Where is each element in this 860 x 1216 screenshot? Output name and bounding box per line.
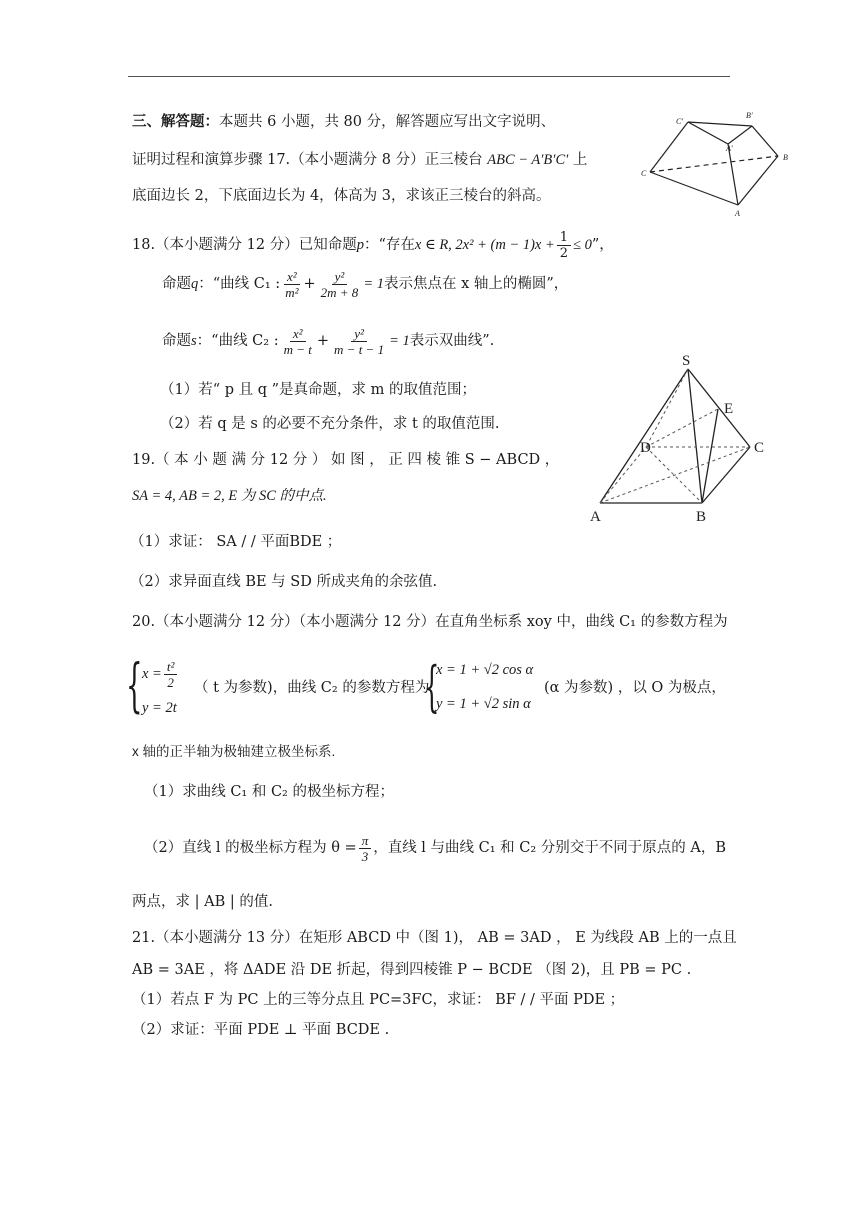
q21-line-1: 21.（本小题满分 13 分）在矩形 ABCD 中（图 1)， AB = 3AD ， E 为线段 AB 上的一点且 bbox=[132, 930, 737, 946]
frac-num: π bbox=[359, 833, 372, 849]
q20-part-1: （1）求曲线 C₁ 和 C₂ 的极坐标方程； bbox=[144, 784, 394, 800]
edge-c1b1 bbox=[688, 122, 752, 126]
s-prefix: 命题 bbox=[162, 333, 191, 349]
q21-part-1: （1）若点 F 为 PC 上的三等分点且 PC=3FC，求证： BF / / 平面 PDE ； bbox=[132, 992, 625, 1008]
q20-line-5: 两点，求 | AB | 的值. bbox=[132, 894, 273, 910]
q20-equations bbox=[126, 652, 746, 726]
q18-condition: x ∈ R, 2x² + (m − 1)x + bbox=[414, 237, 555, 253]
label-a-prime: A′ bbox=[726, 144, 733, 153]
edge-sa bbox=[600, 369, 688, 503]
frac-num: y² bbox=[332, 269, 348, 285]
edge-sb bbox=[688, 369, 702, 503]
q18-stem bbox=[132, 228, 614, 262]
frac-num: y² bbox=[351, 326, 367, 342]
fraction-x2-m2 bbox=[282, 269, 301, 300]
curve-c2: ：“曲线 C₂ : bbox=[196, 333, 279, 349]
label-d: D bbox=[640, 440, 651, 456]
q21-line-2: AB = 3AE ，将 ΔADE 沿 DE 折起，得到四棱锥 P − BCDE （图 2)，且 PB = PC . bbox=[132, 962, 692, 978]
plus-sign: + bbox=[316, 333, 330, 349]
q19-line-1: 19.（ 本 小 题 满 分 12 分 ） 如 图 ， 正 四 棱 锥 S − ABCD ， bbox=[132, 452, 560, 468]
plus-sign: + bbox=[303, 276, 316, 292]
eq-c2-x: x = 1 + √2 cos α bbox=[436, 662, 534, 678]
q18-part-1: （1）若“ p 且 q ”是真命题，求 m 的取值范围； bbox=[160, 382, 477, 398]
frac-den: 2m + 8 bbox=[320, 284, 359, 300]
frac-den: m² bbox=[285, 284, 299, 300]
q18-quote-open: ：“存在 bbox=[363, 237, 415, 253]
label-c: C bbox=[754, 440, 765, 456]
label-s: S bbox=[682, 353, 691, 369]
section-header-line bbox=[132, 112, 555, 132]
fraction-t2-2 bbox=[164, 659, 178, 690]
label-e: E bbox=[724, 401, 734, 417]
frac-den: 3 bbox=[361, 848, 369, 864]
q20-line-3: x 轴的正半轴为极轴建立极坐标系. bbox=[132, 744, 336, 759]
q18-prop-s bbox=[162, 322, 494, 360]
theta-text: （2）直线 l 的极坐标方程为 θ = bbox=[144, 840, 357, 856]
x-equals: x = bbox=[142, 666, 162, 682]
frac-den: m − t bbox=[283, 341, 312, 357]
q-description: 表示焦点在 x 轴上的椭圆”， bbox=[383, 276, 569, 292]
fraction-y2-mt1 bbox=[331, 326, 387, 357]
q17-frustum-name: ABC − A′B′C′ bbox=[487, 152, 569, 168]
edge-sd-hidden bbox=[646, 369, 688, 447]
fraction-y2-2m8 bbox=[318, 269, 362, 300]
frustum-figure bbox=[640, 110, 810, 220]
edge-b1a1 bbox=[728, 126, 752, 144]
q18-le-zero: ≤ 0 bbox=[573, 237, 592, 253]
frac-num: 1 bbox=[557, 230, 571, 246]
edge-cb-hidden bbox=[650, 156, 778, 172]
q19-line-2: SA = 4, AB = 2, E 为 SC 的中点. bbox=[132, 488, 327, 504]
prop-p: p bbox=[356, 237, 364, 253]
label-b: B bbox=[783, 153, 788, 162]
s-description: 表示双曲线”. bbox=[409, 333, 495, 349]
frac-num: x² bbox=[284, 269, 300, 285]
frac-num: x² bbox=[290, 326, 306, 342]
frac-den: 2 bbox=[167, 674, 174, 690]
pyramid-figure bbox=[590, 355, 770, 525]
eq-c2-y: y = 1 + √2 sin α bbox=[436, 696, 531, 712]
edge-aa1 bbox=[728, 144, 738, 205]
eq-x-t2 bbox=[142, 656, 179, 692]
edge-sc bbox=[688, 369, 750, 447]
edge-ca bbox=[650, 172, 738, 205]
equals-one: = 1 bbox=[389, 333, 410, 349]
edge-ac-hidden bbox=[600, 447, 750, 503]
q17-line bbox=[132, 150, 587, 170]
q19-part-1: （1）求证： SA / / 平面BDE ； bbox=[130, 534, 342, 550]
curve-c1: ：“曲线 C₁ : bbox=[198, 276, 281, 292]
fraction-pi-3 bbox=[359, 833, 372, 864]
frac-den: 2 bbox=[559, 245, 569, 261]
prop-s: s bbox=[191, 333, 197, 349]
brace-left-1: { bbox=[126, 651, 143, 719]
edge-be bbox=[702, 409, 718, 503]
edge-c1a1 bbox=[688, 122, 728, 144]
q18-part-2: （2）若 q 是 s 的必要不充分条件，求 t 的取值范围. bbox=[160, 416, 500, 432]
q17-text-end: 上 bbox=[568, 152, 588, 168]
header-rule bbox=[128, 76, 730, 77]
section-intro: 本题共 6 小题，共 80 分，解答题应写出文字说明、 bbox=[219, 114, 556, 130]
edge-bc bbox=[702, 447, 750, 503]
label-b-prime: B′ bbox=[746, 111, 753, 120]
edge-cc1 bbox=[650, 122, 688, 172]
q20-part-2-rest: ，直线 l 与曲线 C₁ 和 C₂ 分别交于不同于原点的 A，B bbox=[373, 840, 727, 856]
brace-left-2: { bbox=[424, 655, 440, 718]
q20-line-1: 20.（本小题满分 12 分）（本小题满分 12 分）在直角坐标系 xoy 中，曲线 C₁ 的参数方程为 bbox=[132, 614, 728, 630]
q17-line-3: 底面边长 2，下底面边长为 4，体高为 3，求该正三棱台的斜高。 bbox=[132, 188, 551, 204]
prop-q: q bbox=[191, 276, 199, 292]
q20-mid-text: （ t 为参数)，曲线 C₂ 的参数方程为 bbox=[194, 680, 430, 696]
fraction-x2-mt bbox=[281, 326, 315, 357]
q17-text: 证明过程和演算步骤 17.（本小题满分 8 分）正三棱台 bbox=[132, 152, 488, 168]
q20-part-2 bbox=[144, 828, 726, 868]
edge-bb1 bbox=[752, 126, 778, 156]
label-c-prime: C′ bbox=[676, 117, 684, 126]
label-a: A bbox=[590, 509, 601, 525]
q21-part-2: （2）求证：平面 PDE ⊥ 平面 BCDE . bbox=[132, 1022, 390, 1038]
label-a: A bbox=[735, 209, 740, 218]
label-c: C bbox=[641, 169, 647, 178]
q18-prop-q bbox=[162, 266, 568, 302]
equals-one: = 1 bbox=[363, 276, 384, 292]
q-prefix: 命题 bbox=[162, 276, 191, 292]
q18-prefix: 18.（本小题满分 12 分）已知命题 bbox=[132, 237, 357, 253]
frac-num: t² bbox=[164, 659, 178, 675]
q19-part-2: （2）求异面直线 BE 与 SD 所成夹角的余弦值. bbox=[130, 574, 438, 590]
frac-den: m − t − 1 bbox=[334, 341, 385, 357]
q20-post-text: (α 为参数) ，以 O 为极点， bbox=[544, 680, 726, 696]
section-title: 三、解答题： bbox=[132, 113, 219, 130]
label-b: B bbox=[696, 509, 707, 525]
edge-de-hidden bbox=[646, 409, 718, 447]
fraction-half bbox=[557, 230, 571, 261]
edge-ba bbox=[738, 156, 778, 205]
q18-quote-close: ”， bbox=[591, 237, 614, 253]
eq-y-2t: y = 2t bbox=[142, 700, 177, 716]
